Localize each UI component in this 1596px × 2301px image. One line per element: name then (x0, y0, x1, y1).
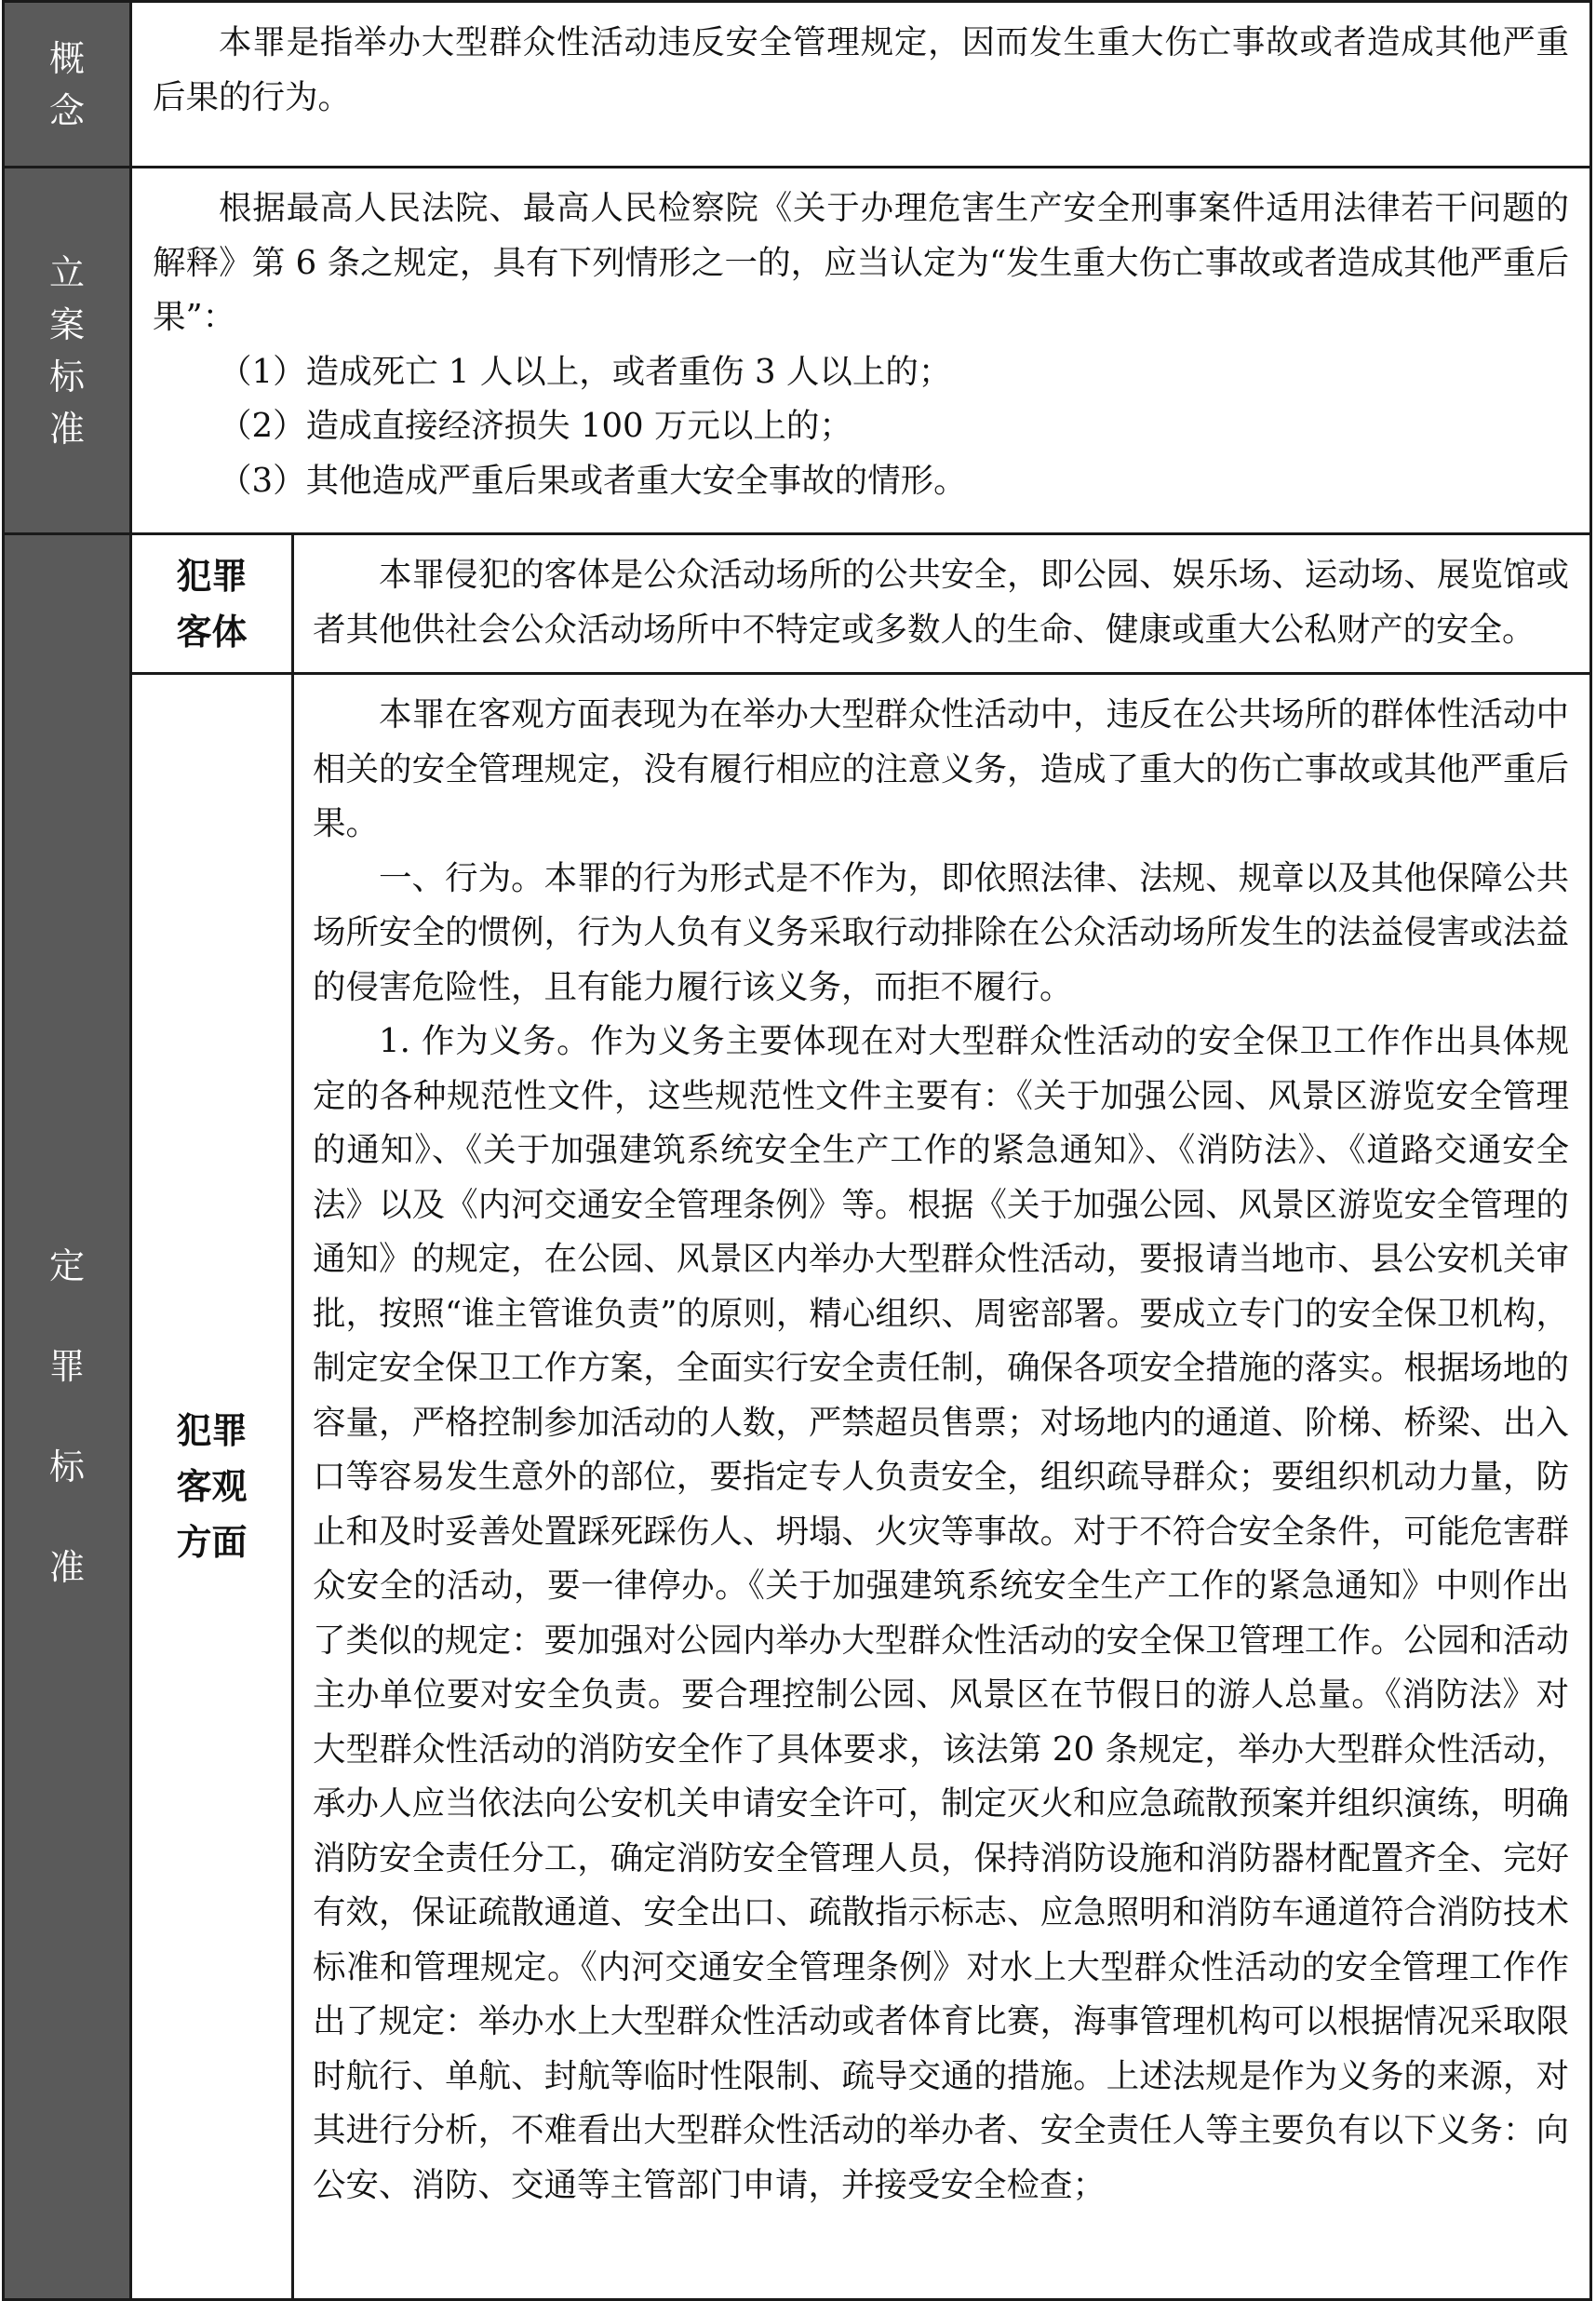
crime-objective-paragraph: 一、行为。本罪的行为形式是不作为，即依照法律、法规、规章以及其他保障公共场所安全的惯例，行为人负有义务采取行动排除在公众活动场所发生的法益侵害或法益的侵害危险性，且有能力履行该义务，而拒不履行。 (313, 858, 1569, 1006)
crime-objective-row (4, 674, 1591, 2300)
conviction-label-char: 准 (48, 1547, 85, 1588)
filing-content-cell (131, 168, 1591, 534)
crime-objective-label-line: 犯罪 (176, 1410, 248, 1451)
crime-object-label-line: 犯罪 (176, 555, 248, 597)
crime-objective-label-line: 方面 (176, 1522, 248, 1563)
crime-object-text: 本罪侵犯的客体是公众活动场所的公共安全，即公园、娱乐场、运动场、展览馆或者其他供社会公众活动场所中不特定或多数人的生命、健康或重大公私财产的安全。 (313, 556, 1569, 649)
conviction-label-char: 标 (48, 1447, 85, 1487)
filing-standard-row (4, 168, 1591, 534)
conviction-label-cell (4, 534, 131, 2300)
crime-object-content-cell (293, 534, 1591, 674)
concept-label (49, 33, 85, 137)
crime-objective-paragraph: 本罪在客观方面表现为在举办大型群众性活动中，违反在公共场所的群体性活动中相关的安全管理规定，没有履行相应的注意义务，造成了重大的伤亡事故或其他严重后果。 (313, 695, 1569, 842)
filing-label-char: 案 (48, 303, 85, 345)
filing-label-cell (4, 168, 131, 534)
filing-item: （2）造成直接经济损失 100 万元以上的； (219, 407, 852, 445)
concept-label-cell (4, 2, 131, 168)
concept-row (4, 2, 1591, 168)
concept-label-char: 概 (48, 37, 85, 79)
conviction-label-char: 定 (48, 1245, 85, 1286)
filing-label-char: 准 (48, 408, 85, 450)
crime-object-row (4, 534, 1591, 674)
concept-content-cell (131, 2, 1591, 168)
filing-label-char: 标 (48, 356, 85, 397)
crime-object-label-line: 客体 (176, 611, 248, 653)
conviction-label (49, 1216, 85, 1618)
filing-label-char: 立 (48, 251, 85, 293)
crime-standards-table (2, 0, 1592, 2301)
crime-objective-paragraph: 1. 作为义务。作为义务主要体现在对大型群众性活动的安全保卫工作作出具体规定的各种规范性文件，这些规范性文件主要有：《关于加强公园、风景区游览安全管理的通知》、《关于加强建筑系统安全生产工作的紧急通知》、《消防法》、《道路交通安全法》以及《内河交通安全管理条例》等。根据《关于加强公园、风景区游览安全管理的通知》的规定，在公园、风景区内举办大型群众性活动，要报请当地市、县公安机关审批，按照“谁主管谁负责”的原则，精心组织、周密部署。要成立专门的安全保卫机构，制定安全保卫工作方案，全面实行安全责任制，确保各项安全措施的落实。根据场地的容量，严格控制参加活动的人数，严禁超员售票；对场地内的通道、阶梯、桥梁、出入口等容易发生意外的部位，要指定专人负责安全，组织疏导群众；要组织机动力量，防止和及时妥善处置踩死踩伤人、坍塌、火灾等事故。对于不符合安全条件，可能危害群众安全的活动，要一律停办。《关于加强建筑系统安全生产工作的紧急通知》中则作出了类似的规定：要加强对公园内举办大型群众性活动的安全保卫管理工作。公园和活动主办单位要对安全负责。要合理控制公园、风景区在节假日的游人总量。《消防法》对大型群众性活动的消防安全作了具体要求，该法第 20 条规定，举办大型群众性活动，承办人应当依法向公安机关申请安全许可，制定灭火和应急疏散预案并组织演练，明确消防安全责任分工，确定消防安全管理人员，保持消防设施和消防器材配置齐全、完好有效，保证疏散通道、安全出口、疏散指示标志、应急照明和消防车通道符合消防技术标准和管理规定。《内河交通安全管理条例》对水上大型群众性活动的安全管理工作作出了规定：举办水上大型群众性活动或者体育比赛，海事管理机构可以根据情况采取限时航行、单航、封航等临时性限制、疏导交通的措施。上述法规是作为义务的来源，对其进行分析，不难看出大型群众性活动的举办者、安全责任人等主要负有以下义务：向公安、消防、交通等主管部门申请，并接受安全检查； (313, 1022, 1569, 2204)
legal-table-page (2, 0, 1592, 2294)
conviction-label-char: 罪 (48, 1346, 85, 1387)
filing-label (49, 247, 85, 455)
crime-object-label-cell (131, 534, 293, 674)
filing-intro: 根据最高人民法院、最高人民检察院《关于办理危害生产安全刑事案件适用法律若干问题的解释》第 6 条之规定，具有下列情形之一的，应当认定为“发生重大伤亡事故或者造成其他严重后果”： (153, 189, 1569, 336)
filing-item: （3）其他造成严重后果或者重大安全事故的情形。 (219, 461, 967, 500)
concept-text: 本罪是指举办大型群众性活动违反安全管理规定，因而发生重大伤亡事故或者造成其他严重后果的行为。 (153, 23, 1569, 116)
crime-objective-content-cell (293, 674, 1591, 2300)
filing-item: （1）造成死亡 1 人以上，或者重伤 3 人以上的； (219, 352, 952, 391)
crime-objective-label-cell (131, 674, 293, 2300)
crime-objective-label-line: 客观 (176, 1466, 248, 1507)
concept-label-char: 念 (48, 89, 85, 131)
